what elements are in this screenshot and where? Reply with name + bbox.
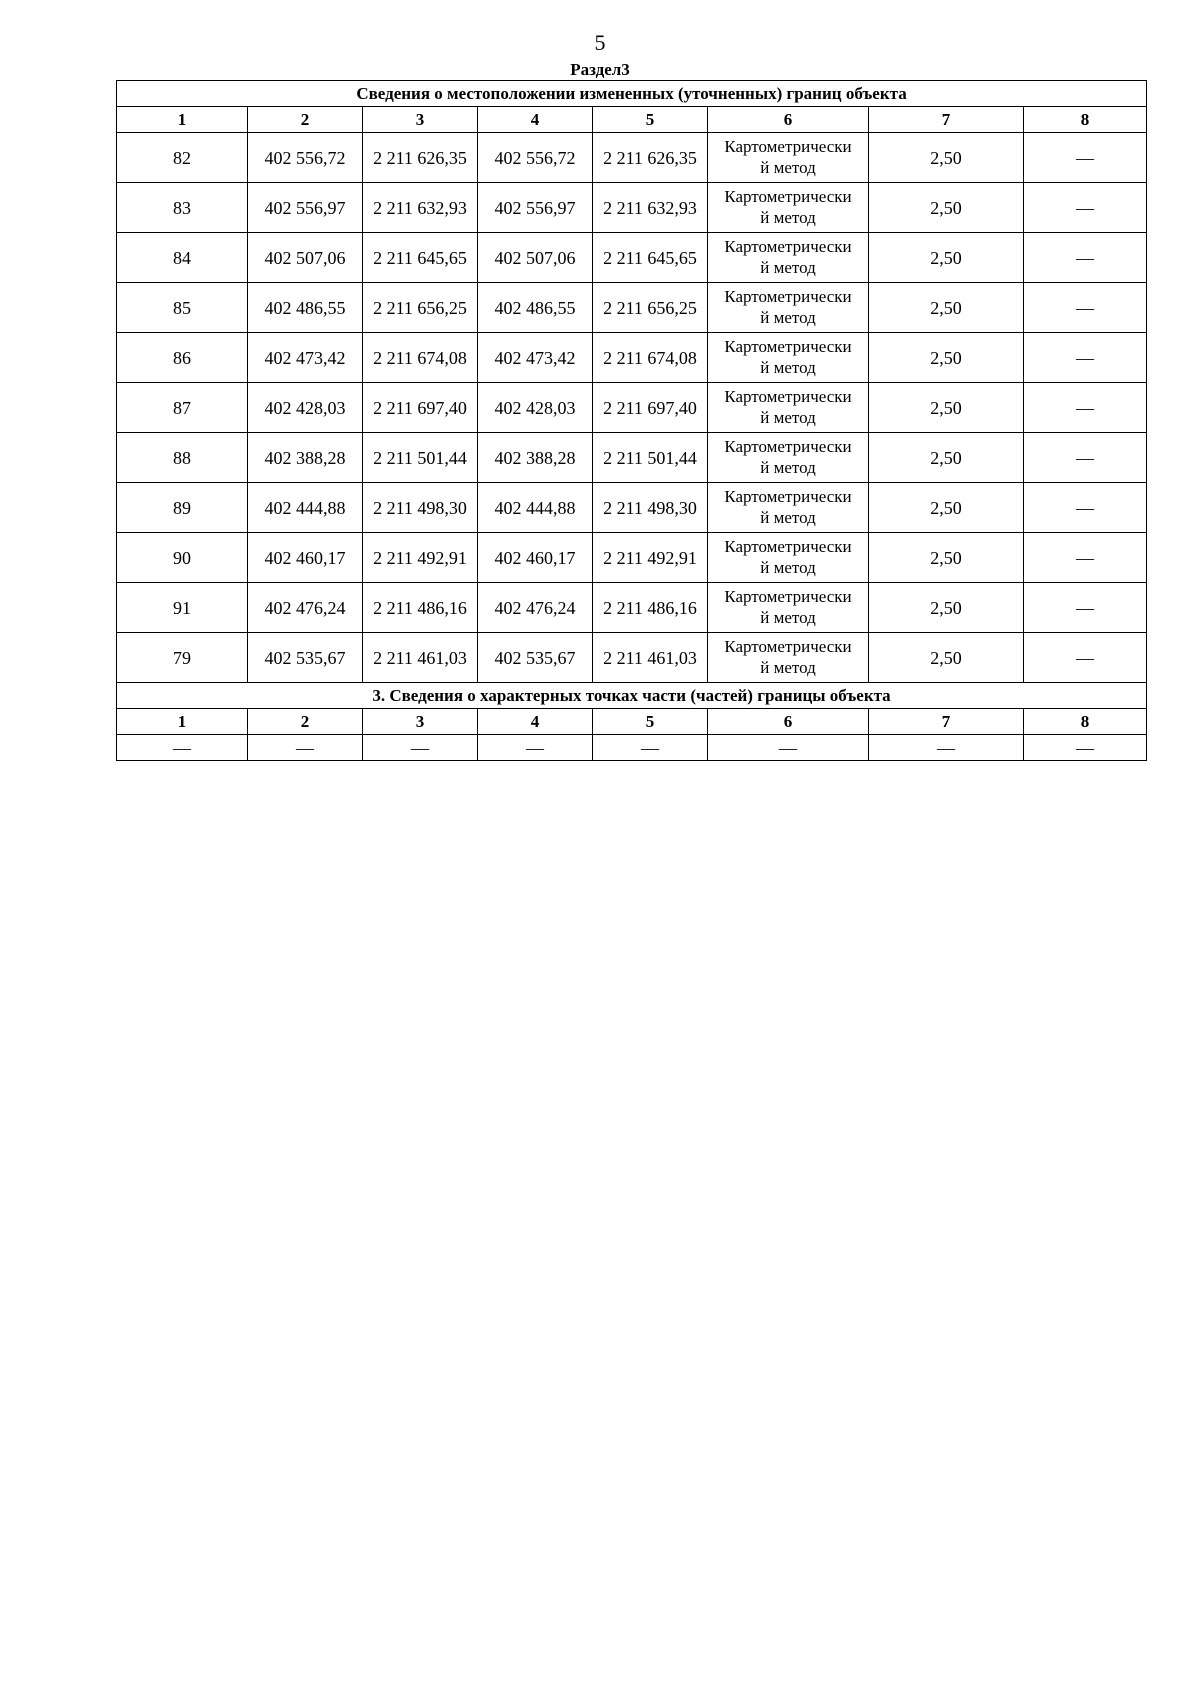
x-coordinate-cell: 402 388,28 — [478, 433, 593, 483]
column-header: 3 — [363, 709, 478, 735]
table-row — [117, 583, 1147, 633]
description-cell: — — [1024, 133, 1147, 183]
table-row — [117, 383, 1147, 433]
table-caption-row — [117, 683, 1147, 709]
empty-cell: — — [708, 735, 869, 761]
table-row — [117, 735, 1147, 761]
method-text-line: й метод — [760, 657, 816, 677]
accuracy-cell: 2,50 — [869, 483, 1024, 533]
table-row — [117, 283, 1147, 333]
accuracy-cell: 2,50 — [869, 233, 1024, 283]
y-coordinate-cell: 2 211 697,40 — [593, 383, 708, 433]
column-header: 7 — [869, 107, 1024, 133]
point-number-cell: 87 — [117, 383, 248, 433]
method-text-line: Картометрически — [724, 436, 852, 456]
column-header: 1 — [117, 107, 248, 133]
table-header-row — [117, 107, 1147, 133]
y-coordinate-cell: 2 211 498,30 — [593, 483, 708, 533]
y-coordinate-cell: 2 211 645,65 — [593, 233, 708, 283]
method-text-line: Картометрически — [724, 186, 852, 206]
y-coordinate-cell: 2 211 486,16 — [363, 583, 478, 633]
method-cell — [708, 183, 869, 233]
method-text-line: й метод — [760, 357, 816, 377]
description-cell: — — [1024, 283, 1147, 333]
description-cell: — — [1024, 533, 1147, 583]
x-coordinate-cell: 402 476,24 — [248, 583, 363, 633]
method-text-line: Картометрически — [724, 136, 852, 156]
section-title: Раздел3 — [570, 60, 630, 79]
method-text-line: й метод — [760, 557, 816, 577]
y-coordinate-cell: 2 211 461,03 — [593, 633, 708, 683]
method-text-line: Картометрически — [724, 636, 852, 656]
table-row — [117, 633, 1147, 683]
y-coordinate-cell: 2 211 492,91 — [363, 533, 478, 583]
method-cell — [708, 383, 869, 433]
method-text-line: й метод — [760, 407, 816, 427]
method-cell — [708, 483, 869, 533]
x-coordinate-cell: 402 473,42 — [478, 333, 593, 383]
y-coordinate-cell: 2 211 626,35 — [363, 133, 478, 183]
x-coordinate-cell: 402 507,06 — [478, 233, 593, 283]
accuracy-cell: 2,50 — [869, 133, 1024, 183]
column-header: 7 — [869, 709, 1024, 735]
y-coordinate-cell: 2 211 498,30 — [363, 483, 478, 533]
x-coordinate-cell: 402 388,28 — [248, 433, 363, 483]
column-header: 8 — [1024, 709, 1147, 735]
method-text-line: й метод — [760, 157, 816, 177]
empty-cell: — — [593, 735, 708, 761]
empty-cell: — — [1024, 735, 1147, 761]
table-row — [117, 483, 1147, 533]
method-text-line: Картометрически — [724, 286, 852, 306]
accuracy-cell: 2,50 — [869, 533, 1024, 583]
column-header: 2 — [248, 107, 363, 133]
column-header: 5 — [593, 709, 708, 735]
accuracy-cell: 2,50 — [869, 183, 1024, 233]
point-number-cell: 79 — [117, 633, 248, 683]
y-coordinate-cell: 2 211 501,44 — [363, 433, 478, 483]
y-coordinate-cell: 2 211 486,16 — [593, 583, 708, 633]
point-number-cell: 89 — [117, 483, 248, 533]
y-coordinate-cell: 2 211 656,25 — [363, 283, 478, 333]
method-text-line: й метод — [760, 507, 816, 527]
point-number-cell: 85 — [117, 283, 248, 333]
method-text-line: Картометрически — [724, 486, 852, 506]
table-caption: Сведения о местоположении измененных (уточненных) границ объекта — [117, 81, 1147, 107]
y-coordinate-cell: 2 211 501,44 — [593, 433, 708, 483]
accuracy-cell: 2,50 — [869, 383, 1024, 433]
y-coordinate-cell: 2 211 632,93 — [363, 183, 478, 233]
y-coordinate-cell: 2 211 632,93 — [593, 183, 708, 233]
empty-cell: — — [248, 735, 363, 761]
y-coordinate-cell: 2 211 626,35 — [593, 133, 708, 183]
x-coordinate-cell: 402 444,88 — [478, 483, 593, 533]
accuracy-cell: 2,50 — [869, 333, 1024, 383]
x-coordinate-cell: 402 486,55 — [478, 283, 593, 333]
x-coordinate-cell: 402 444,88 — [248, 483, 363, 533]
empty-cell: — — [363, 735, 478, 761]
method-text-line: й метод — [760, 307, 816, 327]
accuracy-cell: 2,50 — [869, 583, 1024, 633]
description-cell: — — [1024, 433, 1147, 483]
column-header: 4 — [478, 107, 593, 133]
description-cell: — — [1024, 233, 1147, 283]
method-cell — [708, 633, 869, 683]
method-cell — [708, 533, 869, 583]
column-header: 6 — [708, 709, 869, 735]
empty-cell: — — [478, 735, 593, 761]
y-coordinate-cell: 2 211 674,08 — [593, 333, 708, 383]
x-coordinate-cell: 402 428,03 — [478, 383, 593, 433]
table-row — [117, 333, 1147, 383]
table-row — [117, 533, 1147, 583]
x-coordinate-cell: 402 556,72 — [478, 133, 593, 183]
accuracy-cell: 2,50 — [869, 283, 1024, 333]
page-number: 5 — [594, 30, 606, 55]
table-row — [117, 133, 1147, 183]
x-coordinate-cell: 402 507,06 — [248, 233, 363, 283]
point-number-cell: 83 — [117, 183, 248, 233]
table-header-row — [117, 709, 1147, 735]
empty-cell: — — [117, 735, 248, 761]
x-coordinate-cell: 402 460,17 — [478, 533, 593, 583]
method-text-line: Картометрически — [724, 536, 852, 556]
point-number-cell: 88 — [117, 433, 248, 483]
table-body — [117, 81, 1147, 761]
table-row — [117, 183, 1147, 233]
point-number-cell: 82 — [117, 133, 248, 183]
x-coordinate-cell: 402 556,97 — [478, 183, 593, 233]
method-cell — [708, 233, 869, 283]
column-header: 1 — [117, 709, 248, 735]
y-coordinate-cell: 2 211 461,03 — [363, 633, 478, 683]
x-coordinate-cell: 402 476,24 — [478, 583, 593, 633]
method-text-line: Картометрически — [724, 336, 852, 356]
column-header: 8 — [1024, 107, 1147, 133]
point-number-cell: 91 — [117, 583, 248, 633]
x-coordinate-cell: 402 535,67 — [248, 633, 363, 683]
table-caption: 3. Сведения о характерных точках части (частей) границы объекта — [117, 683, 1147, 709]
method-text-line: Картометрически — [724, 236, 852, 256]
x-coordinate-cell: 402 556,72 — [248, 133, 363, 183]
description-cell: — — [1024, 183, 1147, 233]
point-number-cell: 90 — [117, 533, 248, 583]
description-cell: — — [1024, 333, 1147, 383]
y-coordinate-cell: 2 211 674,08 — [363, 333, 478, 383]
column-header: 4 — [478, 709, 593, 735]
description-cell: — — [1024, 633, 1147, 683]
method-text-line: Картометрически — [724, 586, 852, 606]
method-cell — [708, 333, 869, 383]
description-cell: — — [1024, 583, 1147, 633]
method-text-line: й метод — [760, 257, 816, 277]
x-coordinate-cell: 402 556,97 — [248, 183, 363, 233]
point-number-cell: 86 — [117, 333, 248, 383]
table-row — [117, 233, 1147, 283]
y-coordinate-cell: 2 211 645,65 — [363, 233, 478, 283]
empty-cell: — — [869, 735, 1024, 761]
accuracy-cell: 2,50 — [869, 633, 1024, 683]
method-cell — [708, 133, 869, 183]
x-coordinate-cell: 402 473,42 — [248, 333, 363, 383]
method-cell — [708, 433, 869, 483]
y-coordinate-cell: 2 211 656,25 — [593, 283, 708, 333]
column-header: 6 — [708, 107, 869, 133]
table-caption-row — [117, 81, 1147, 107]
point-number-cell: 84 — [117, 233, 248, 283]
y-coordinate-cell: 2 211 697,40 — [363, 383, 478, 433]
method-cell — [708, 283, 869, 333]
y-coordinate-cell: 2 211 492,91 — [593, 533, 708, 583]
method-cell — [708, 583, 869, 633]
description-cell: — — [1024, 483, 1147, 533]
x-coordinate-cell: 402 535,67 — [478, 633, 593, 683]
column-header: 3 — [363, 107, 478, 133]
method-text-line: й метод — [760, 457, 816, 477]
x-coordinate-cell: 402 460,17 — [248, 533, 363, 583]
column-header: 2 — [248, 709, 363, 735]
method-text-line: й метод — [760, 207, 816, 227]
boundary-points-table — [116, 80, 1147, 761]
accuracy-cell: 2,50 — [869, 433, 1024, 483]
x-coordinate-cell: 402 428,03 — [248, 383, 363, 433]
x-coordinate-cell: 402 486,55 — [248, 283, 363, 333]
method-text-line: й метод — [760, 607, 816, 627]
description-cell: — — [1024, 383, 1147, 433]
method-text-line: Картометрически — [724, 386, 852, 406]
column-header: 5 — [593, 107, 708, 133]
table-row — [117, 433, 1147, 483]
